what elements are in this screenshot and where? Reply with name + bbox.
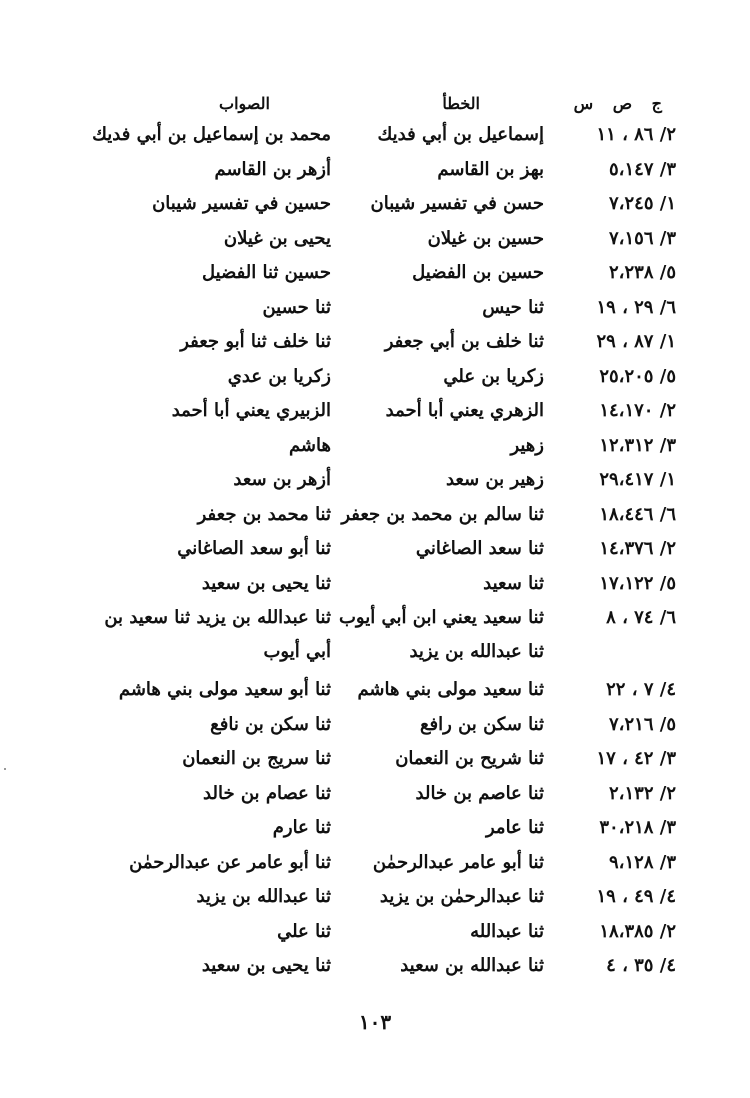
- wrong-cell: ثنا خلف بن أبي جعفر: [384, 331, 544, 352]
- correct-cell: حسين ثنا الفضيل: [201, 262, 331, 283]
- wrong-cell: ثنا سكن بن رافع: [419, 713, 544, 735]
- errata-row: [36, 157, 676, 192]
- correct-cell: ثنا حسين: [262, 296, 331, 318]
- reference-cell: ٢/ ٢،١٣٢: [609, 782, 676, 804]
- correct-cell: ثنا أبو سعد الصاغاني: [177, 538, 331, 559]
- reference-cell: ١/ ٢٩،٤١٧: [599, 469, 676, 490]
- errata-row: [36, 884, 676, 919]
- errata-row: [36, 122, 676, 157]
- wrong-cell: حسن في تفسير شيبان: [370, 193, 544, 214]
- errata-row: [36, 398, 676, 433]
- reference-cell: ٣/ ٤٢ ، ١٧: [596, 748, 676, 769]
- wrong-cell: ثنا عاصم بن خالد: [415, 782, 544, 804]
- correct-cell: ثنا خلف ثنا أبو جعفر: [180, 331, 331, 352]
- errata-row: [36, 226, 676, 261]
- header-correct: الصواب: [219, 94, 270, 113]
- correct-cell: ثنا عارم: [272, 817, 331, 838]
- header-reference-columns: ج ص س: [573, 94, 662, 113]
- correct-cell: حسين في تفسير شيبان: [152, 193, 331, 214]
- correct-cell: يحيى بن غيلان: [223, 227, 331, 249]
- errata-row: [36, 433, 676, 468]
- correct-cell: زكريا بن عدي: [227, 365, 331, 387]
- header-wrong: الخطأ: [442, 94, 480, 113]
- reference-cell: ٥/ ١٧،١٢٢: [599, 572, 676, 594]
- wrong-cell: ثنا سعيد يعني ابن أبي أيوب: [338, 607, 544, 628]
- reference-cell: ٣/ ٥،١٤٧: [609, 158, 676, 180]
- reference-cell: ٤/ ٣٥ ، ٤: [606, 955, 676, 976]
- correct-cell: ثنا أبو عامر عن عبدالرحمٰن: [129, 851, 331, 873]
- errata-row: [36, 746, 676, 781]
- errata-row: [36, 605, 676, 677]
- correct-cell: ثنا يحيى بن سعيد: [201, 572, 331, 594]
- errata-row: [36, 467, 676, 502]
- wrong-cell: ثنا سعيد مولى بني هاشم: [357, 679, 544, 700]
- wrong-cell: ثنا أبو عامر عبدالرحمٰن: [372, 851, 544, 873]
- correct-cell: هاشم: [288, 434, 331, 456]
- reference-cell: ٢/ ١٨،٣٨٥: [599, 920, 676, 942]
- correct-cell: ثنا محمد بن جعفر: [197, 503, 331, 525]
- wrong-cell: ثنا سعيد: [483, 572, 544, 594]
- errata-row: [36, 953, 676, 988]
- reference-cell: ٢/ ١٤،٣٧٦: [599, 538, 676, 559]
- reference-cell: ٦/ ٢٩ ، ١٩: [596, 296, 676, 318]
- errata-row: [36, 712, 676, 747]
- errata-table: [36, 122, 676, 988]
- errata-row: [36, 329, 676, 364]
- errata-row: [36, 850, 676, 885]
- reference-cell: ٣/ ٣٠،٢١٨: [599, 817, 676, 838]
- errata-row: [36, 677, 676, 712]
- wrong-cell: ثنا حيس: [482, 296, 544, 318]
- reference-cell: ٣/ ٧،١٥٦: [609, 227, 676, 249]
- correct-cell: ثنا سكن بن نافع: [210, 713, 331, 735]
- wrong-cell: الزهري يعني أبا أحمد: [385, 400, 544, 421]
- reference-cell: ٣/ ١٢،٣١٢: [599, 434, 676, 456]
- wrong-cell: إسماعيل بن أبي فديك: [377, 124, 544, 145]
- wrong-cell: زهير: [510, 434, 544, 456]
- errata-row: [36, 502, 676, 537]
- errata-row: [36, 260, 676, 295]
- reference-cell: ٥/ ٧،٢١٦: [609, 713, 676, 735]
- correct-cell: ثنا عصام بن خالد: [203, 782, 331, 804]
- reference-cell: ٣/ ٩،١٢٨: [609, 851, 676, 873]
- correct-cell: أزهر بن سعد: [233, 469, 331, 490]
- errata-row: [36, 815, 676, 850]
- errata-row: [36, 536, 676, 571]
- reference-cell: ١/ ٨٧ ، ٢٩: [596, 331, 676, 352]
- correct-cell: ثنا علي: [277, 920, 331, 942]
- wrong-cell: حسين بن غيلان: [427, 227, 544, 249]
- reference-cell: ٥/ ٢٥،٢٠٥: [599, 365, 676, 387]
- correct-cell: الزبيري يعني أبا أحمد: [171, 400, 331, 421]
- errata-row: [36, 295, 676, 330]
- correct-cell: محمد بن إسماعيل بن أبي فديك: [92, 124, 331, 145]
- correct-cell: أزهر بن القاسم: [214, 158, 331, 180]
- reference-cell: ٦/ ١٨،٤٤٦: [599, 503, 676, 525]
- correct-cell: ثنا يحيى بن سعيد: [201, 955, 331, 976]
- correct-cell-continued: أبي أيوب: [263, 641, 331, 662]
- correct-cell: ثنا عبدالله بن يزيد: [196, 886, 331, 907]
- correct-cell: ثنا عبدالله بن يزيد ثنا سعيد بن: [104, 607, 331, 628]
- errata-row: [36, 919, 676, 954]
- wrong-cell: ثنا عبدالله: [470, 920, 544, 942]
- wrong-cell: ثنا عبدالرحمٰن بن يزيد: [379, 886, 544, 907]
- errata-row: [36, 571, 676, 606]
- errata-row: [36, 191, 676, 226]
- reference-cell: ٢/ ٨٦ ، ١١: [596, 124, 676, 145]
- reference-cell: ٤/ ٤٩ ، ١٩: [596, 886, 676, 907]
- reference-cell: ٦/ ٧٤ ، ٨: [606, 607, 676, 628]
- wrong-cell-continued: ثنا عبدالله بن يزيد: [409, 641, 544, 662]
- correct-cell: ثنا أبو سعيد مولى بني هاشم: [118, 679, 331, 700]
- wrong-cell: ثنا شريح بن النعمان: [395, 748, 544, 769]
- errata-row: [36, 781, 676, 816]
- wrong-cell: حسين بن الفضيل: [412, 262, 544, 283]
- reference-cell: ١/ ٧،٢٤٥: [609, 193, 676, 214]
- wrong-cell: زكريا بن علي: [443, 365, 544, 387]
- wrong-cell: بهز بن القاسم: [437, 158, 544, 180]
- wrong-cell: ثنا عامر: [486, 817, 544, 838]
- page-number: ١٠٣: [358, 1010, 392, 1034]
- wrong-cell: زهير بن سعد: [445, 469, 544, 490]
- errata-row: [36, 364, 676, 399]
- wrong-cell: ثنا سعد الصاغاني: [415, 538, 544, 559]
- correct-cell: ثنا سريج بن النعمان: [182, 748, 331, 769]
- wrong-cell: ثنا سالم بن محمد بن جعفر: [341, 503, 544, 525]
- reference-cell: ٤/ ٧ ، ٢٢: [606, 679, 676, 700]
- margin-dot: [4, 768, 6, 770]
- reference-cell: ٥/ ٢،٢٣٨: [609, 262, 676, 283]
- wrong-cell: ثنا عبدالله بن سعيد: [400, 955, 544, 976]
- reference-cell: ٢/ ١٤،١٧٠: [599, 400, 676, 421]
